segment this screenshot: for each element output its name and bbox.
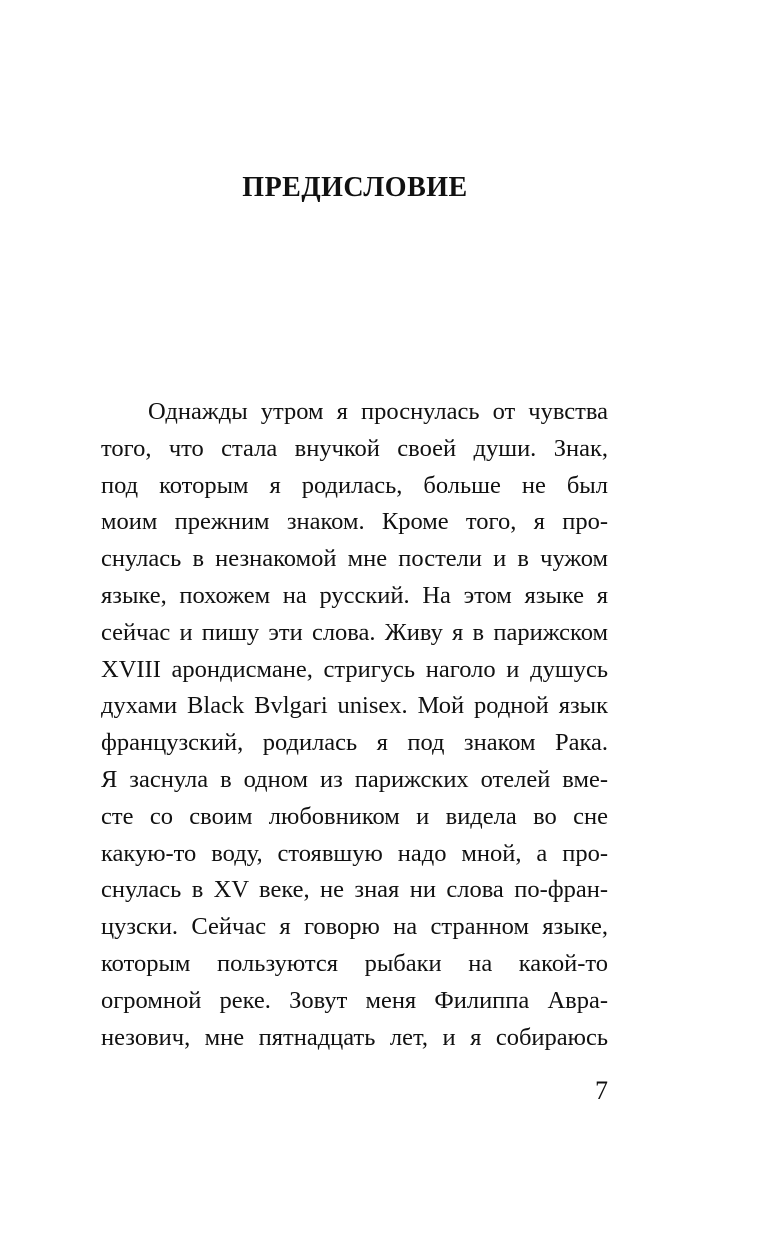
text-line: Однажды утром я проснулась от чувства — [148, 398, 608, 425]
text-line: Я заснула в одном из парижских отелей вме- — [101, 765, 608, 793]
text-line: незович, мне пятнадцать лет, и я собираюсь — [101, 1023, 608, 1051]
text-line: того, что стала внучкой своей души. Знак, — [101, 434, 608, 462]
chapter-heading: ПРЕДИСЛОВИЕ — [242, 172, 468, 203]
text-line: языке, похожем на русский. На этом языке я — [101, 581, 608, 609]
text-line: какую-то воду, стоявшую надо мной, а про- — [101, 839, 608, 867]
body-text — [101, 394, 608, 1056]
text-line: сейчас и пишу эти слова. Живу я в парижском — [101, 618, 608, 646]
text-line: под которым я родилась, больше не был — [101, 471, 608, 499]
text-line: духами Black Bvlgari unisex. Мой родной язык — [101, 692, 608, 720]
text-line: сте со своим любовником и видела во сне — [101, 802, 608, 830]
text-line: французский, родилась я под знаком Рака. — [101, 729, 608, 757]
text-line: снулась в XV веке, не зная ни слова по-фран- — [101, 876, 608, 904]
text-line: снулась в незнакомой мне постели и в чужом — [101, 545, 608, 573]
text-line: моим прежним знаком. Кроме того, я про- — [101, 508, 608, 536]
text-line: огромной реке. Зовут меня Филиппа Авра- — [101, 986, 608, 1014]
text-line: цузски. Сейчас я говорю на странном языке, — [101, 913, 608, 941]
text-line: XVIII арондисмане, стригусь наголо и душусь — [101, 655, 608, 683]
page-number: 7 — [595, 1076, 608, 1105]
text-line: которым пользуются рыбаки на какой-то — [101, 949, 608, 977]
